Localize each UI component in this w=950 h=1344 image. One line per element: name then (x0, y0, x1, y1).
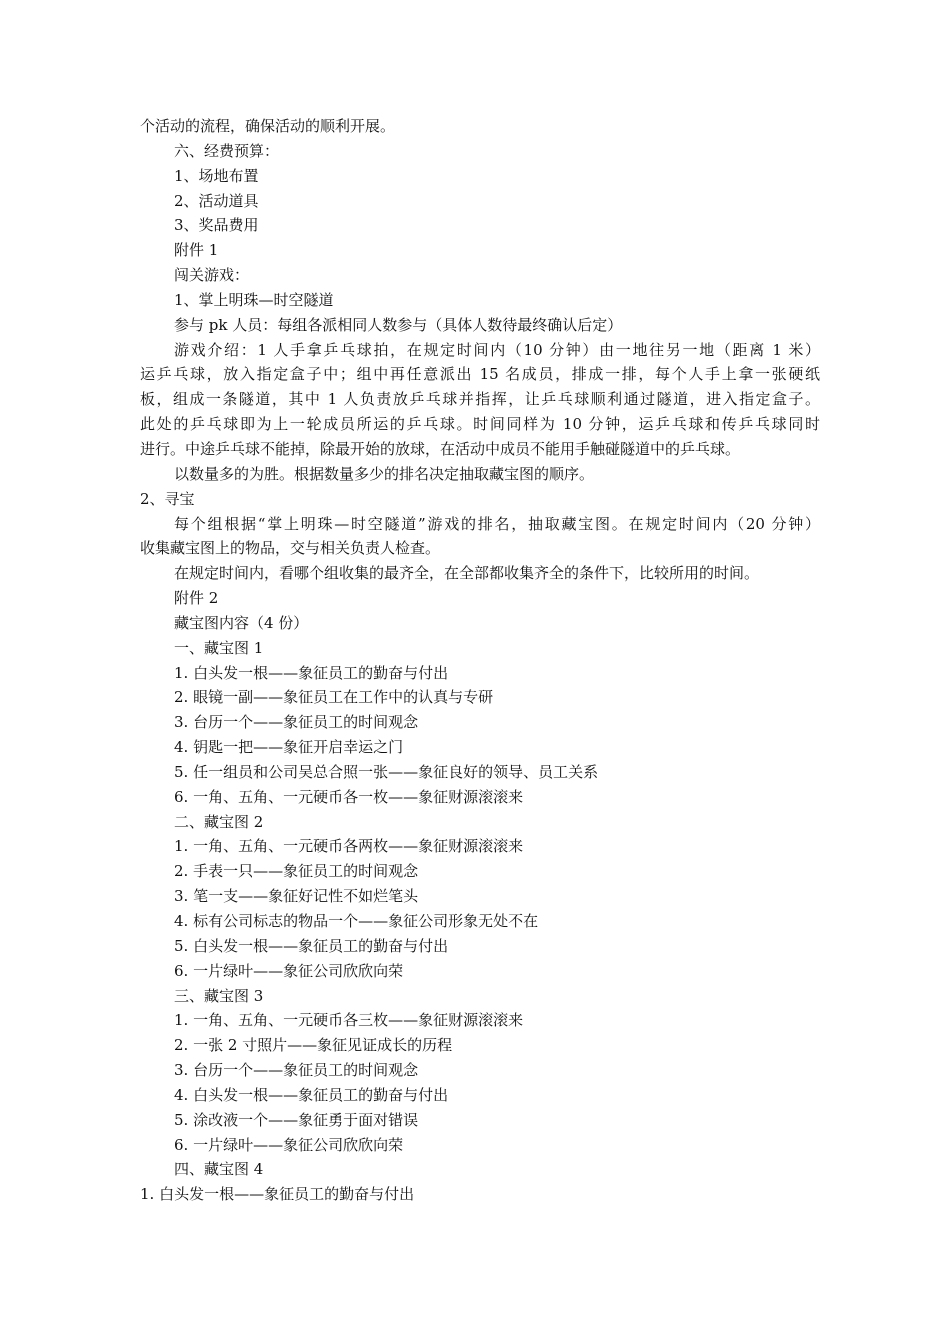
text-line: 5. 任一组员和公司吴总合照一张——象征良好的领导、员工关系 (174, 762, 599, 781)
text-line: 1. 一角、五角、一元硬币各三枚——象征财源滚滚来 (174, 1011, 524, 1030)
text-line: 藏宝图内容（4 份） (174, 613, 309, 632)
text-line: 1. 白头发一根——象征员工的勤奋与付出 (174, 663, 449, 682)
text-line: 4. 标有公司标志的物品一个——象征公司形象无处不在 (174, 912, 539, 930)
text-line: 参与 pk 人员：每组各派相同人数参与（具体人数待最终确认后定） (174, 315, 623, 334)
text-line: 运乒乓球，放入指定盒子中；组中再任意派出 15 名成员，排成一排，每个人手上拿一张硬纸 (140, 365, 820, 384)
text-line: 六、经费预算： (174, 141, 280, 160)
text-line: 2. 手表一只——象征员工的时间观念 (174, 862, 419, 881)
text-line: 1. 白头发一根——象征员工的勤奋与付出 (140, 1185, 415, 1204)
text-line: 收集藏宝图上的物品，交与相关负责人检查。 (140, 539, 441, 558)
text-line: 2. 眼镜一副——象征员工在工作中的认真与专研 (174, 688, 494, 707)
text-line: 3. 笔一支——象征好记性不如烂笔头 (174, 887, 419, 906)
text-line: 3、奖品费用 (174, 216, 259, 235)
text-line: 2、寻宝 (140, 489, 195, 508)
text-line: 一、藏宝图 1 (174, 638, 264, 657)
text-line: 2. 一张 2 寸照片——象征见证成长的历程 (174, 1036, 453, 1055)
text-line: 1. 一角、五角、一元硬币各两枚——象征财源滚滚来 (174, 837, 524, 856)
text-line: 游戏介绍：1 人手拿乒乓球拍，在规定时间内（10 分钟）由一地往另一地（距离 1 米） (174, 340, 820, 359)
text-line: 个活动的流程，确保活动的顺利开展。 (140, 117, 396, 135)
text-line: 5. 白头发一根——象征员工的勤奋与付出 (174, 936, 449, 955)
text-line: 6. 一角、五角、一元硬币各一枚——象征财源滚滚来 (174, 787, 524, 806)
text-line: 附件 1 (174, 241, 219, 260)
text-line: 三、藏宝图 3 (174, 986, 264, 1005)
text-line: 3. 台历一个——象征员工的时间观念 (174, 713, 419, 732)
text-line: 6. 一片绿叶——象征公司欣欣向荣 (174, 1135, 404, 1154)
text-line: 每个组根据“掌上明珠—时空隧道”游戏的排名，抽取藏宝图。在规定时间内（20 分钟） (174, 514, 820, 533)
text-line: 以数量多的为胜。根据数量多少的排名决定抽取藏宝图的顺序。 (174, 464, 595, 483)
text-line: 4. 钥匙一把——象征开启幸运之门 (174, 738, 404, 757)
text-line: 4. 白头发一根——象征员工的勤奋与付出 (174, 1085, 449, 1104)
text-line: 板，组成一条隧道，其中 1 人负责放乒乓球并指挥，让乒乓球顺利通过隧道，进入指定盒子。 (140, 390, 820, 409)
text-line: 1、掌上明珠—时空隧道 (174, 290, 334, 309)
text-line: 1、场地布置 (174, 166, 259, 185)
text-line: 此处的乒乓球即为上一轮成员所运的乒乓球。时间同样为 10 分钟，运乒乓球和传乒乓球同时 (140, 415, 820, 434)
text-line: 2、活动道具 (174, 191, 259, 210)
text-line: 3. 台历一个——象征员工的时间观念 (174, 1061, 419, 1080)
text-line: 进行。中途乒乓球不能掉，除最开始的放球，在活动中成员不能用手触碰隧道中的乒乓球。 (140, 439, 741, 458)
text-line: 闯关游戏： (174, 266, 250, 285)
document-body (140, 114, 820, 1207)
text-line: 在规定时间内，看哪个组收集的最齐全，在全部都收集齐全的条件下，比较所用的时间。 (174, 564, 760, 583)
text-line: 二、藏宝图 2 (174, 812, 264, 831)
text-line: 6. 一片绿叶——象征公司欣欣向荣 (174, 961, 404, 980)
text-line: 四、藏宝图 4 (174, 1160, 264, 1179)
text-line: 附件 2 (174, 589, 219, 608)
text-line: 5. 涂改液一个——象征勇于面对错误 (174, 1110, 419, 1129)
